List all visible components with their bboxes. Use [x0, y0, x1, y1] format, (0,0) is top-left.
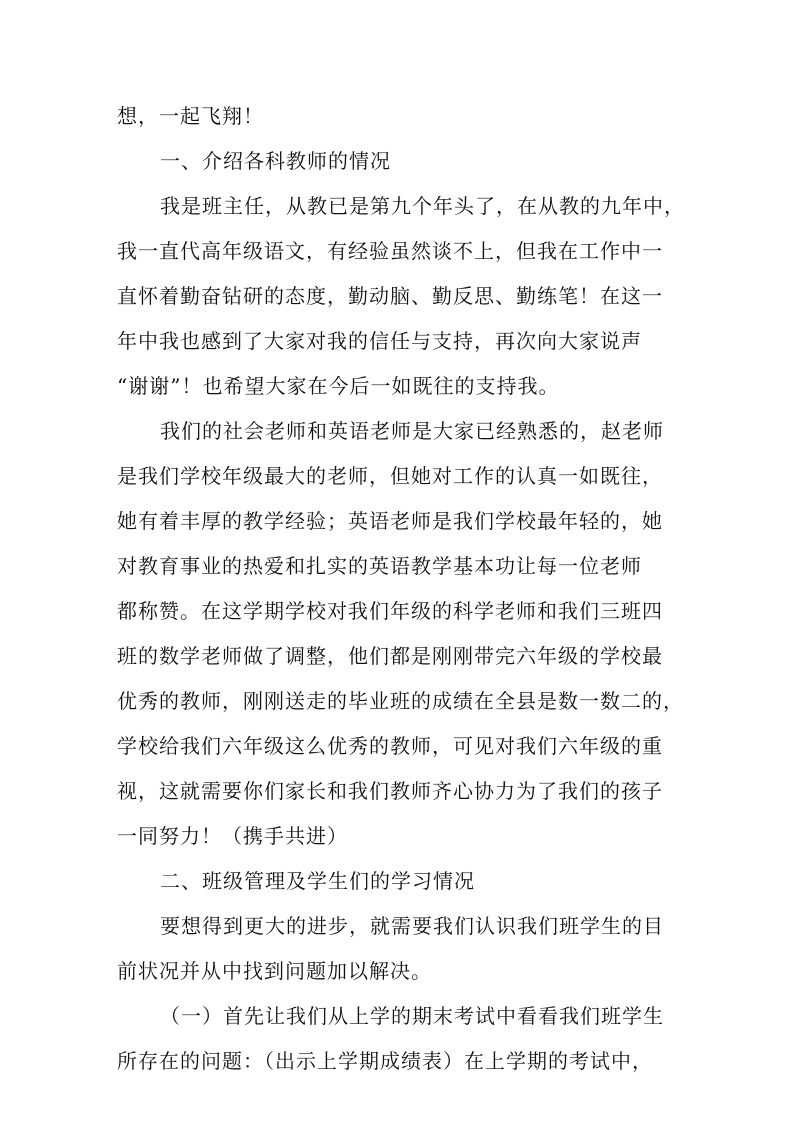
text-line-12: 都称赞。在这学期学校对我们年级的科学老师和我们三班四 [117, 599, 663, 623]
text-line-7: “谢谢”！也希望大家在今后一如既往的支持我。 [117, 374, 560, 398]
text-line-17: 一同努力！（携手共进） [117, 824, 348, 848]
text-line-9: 是我们学校年级最大的老师，但她对工作的认真一如既往， [117, 464, 663, 488]
text-line-16: 视，这就需要你们家长和我们教师齐心协力为了我们的孩子 [117, 779, 663, 803]
text-line-22: 所存在的问题：（出示上学期成绩表）在上学期的考试中， [117, 1049, 653, 1073]
text-line-14: 优秀的教师，刚刚送走的毕业班的成绩在全县是数一数二的， [117, 689, 684, 713]
text-line-11: 对教育事业的热爱和扎实的英语教学基本功让每一位老师 [117, 554, 642, 578]
section-heading-class-management: 二、班级管理及学生们的学习情况 [160, 869, 475, 893]
text-line-20: 前状况并从中找到问题加以解决。 [117, 959, 432, 983]
text-line-19: 要想得到更大的进步，就需要我们认识我们班学生的目 [160, 914, 664, 938]
text-line-10: 她有着丰厚的教学经验；英语老师是我们学校最年轻的，她 [117, 509, 663, 533]
text-line-8: 我们的社会老师和英语老师是大家已经熟悉的，赵老师 [160, 419, 664, 443]
text-line-4: 我一直代高年级语文，有经验虽然谈不上，但我在工作中一 [117, 239, 663, 263]
section-heading-teachers: 一、介绍各科教师的情况 [160, 149, 391, 173]
text-line-3: 我是班主任，从教已是第九个年头了，在从教的九年中， [160, 194, 685, 218]
text-line-21: （一）首先让我们从上学的期末考试中看看我们班学生 [160, 1004, 664, 1028]
text-line-6: 年中我也感到了大家对我的信任与支持，再次向大家说声 [117, 329, 642, 353]
text-line-1: 想，一起飞翔！ [117, 104, 264, 128]
text-line-15: 学校给我们六年级这么优秀的教师，可见对我们六年级的重 [117, 734, 663, 758]
text-line-13: 班的数学老师做了调整，他们都是刚刚带完六年级的学校最 [117, 644, 663, 668]
text-line-5: 直怀着勤奋钻研的态度，勤动脑、勤反思、勤练笔！在这一 [117, 284, 663, 308]
